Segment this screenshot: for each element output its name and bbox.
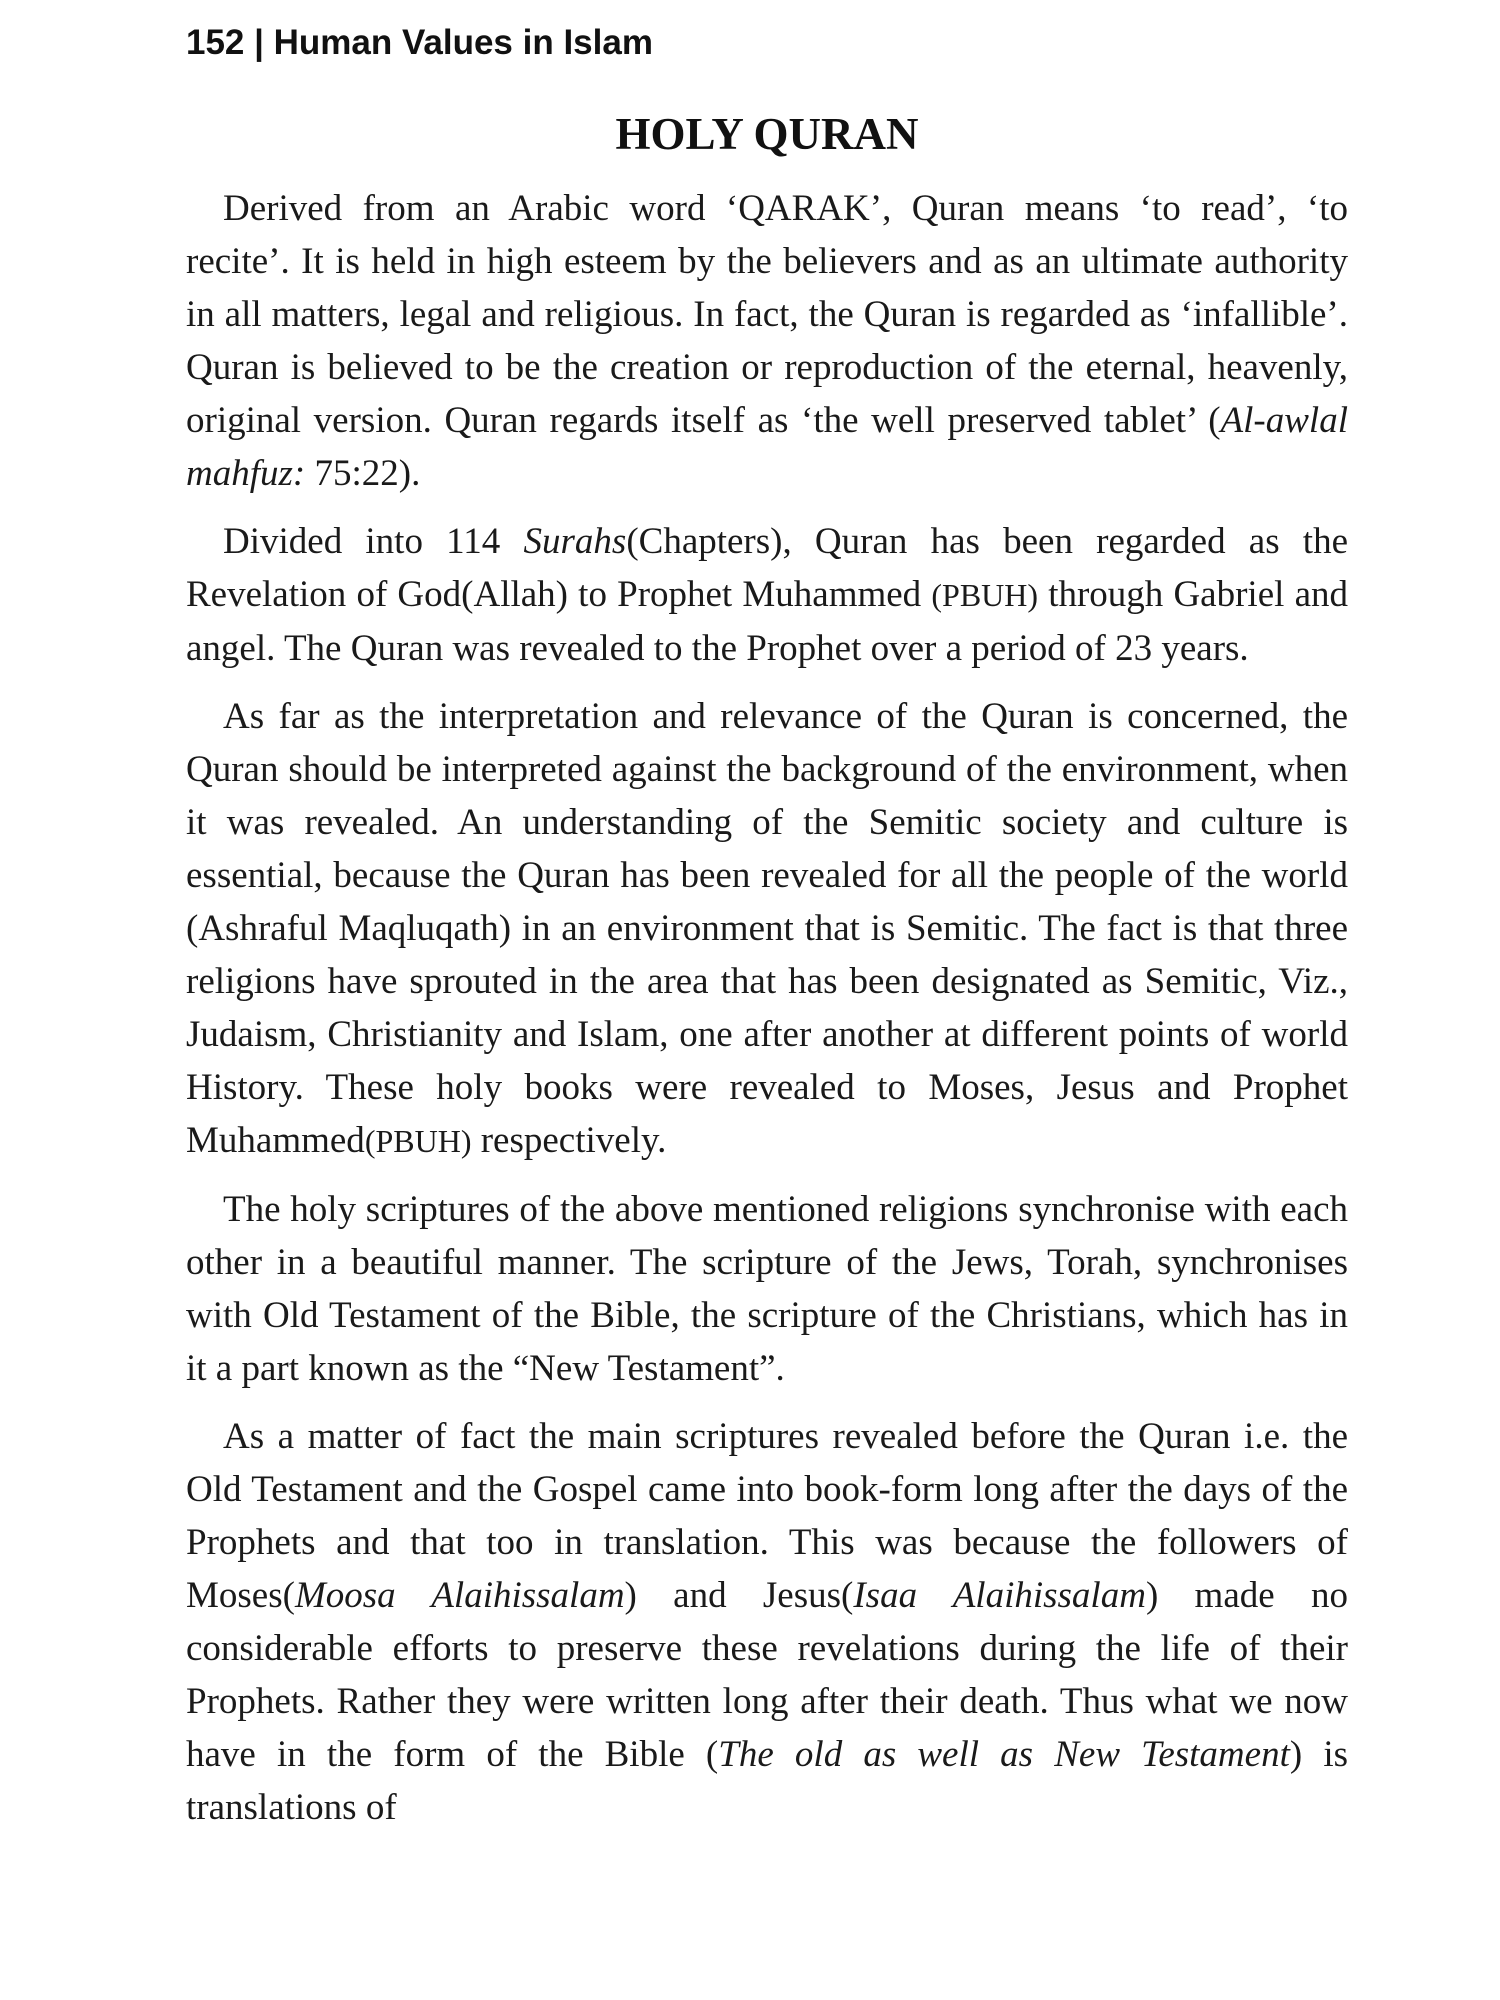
p3-pbuh: (PBUH) <box>364 1123 472 1159</box>
p5-text-b: ) and Jesus( <box>624 1575 854 1616</box>
p2-text-c: through Gabriel and angel. The Quran was revealed to the Prophet over a period of 23 years. <box>186 574 1348 669</box>
paragraph-3 <box>186 690 1348 1168</box>
p3-text-b: respectively. <box>471 1120 667 1161</box>
p5-text-d: ) is translations of <box>186 1734 1349 1828</box>
p1-citation-italic: Al-awlal mahfuz: <box>186 400 1348 494</box>
running-head: 152 | Human Values in Islam <box>186 23 653 62</box>
body-text <box>186 182 1348 1849</box>
p5-moosa-italic: Moosa Alaihissalam <box>294 1575 625 1616</box>
paragraph-5 <box>186 1410 1348 1834</box>
p5-text-c: ) made no considerable efforts to preserve these revelations during the life of their Prophets. Rather they were written long after their death. Thus what we now have in the form of the Bible ( <box>186 1575 1348 1775</box>
p4-text-a: The holy scriptures of the above mentioned religions synchronise with each other in a beautiful manner. The scripture of the Jews, Torah, synchronises with Old Testament of the Bible, the scripture of the Christians, which has in it a part known as the “New Testament”. <box>186 1189 1348 1389</box>
p2-text-b: (Chapters), Quran has been regarded as the Revelation of God(Allah) to Prophet Muhammed <box>186 521 1348 615</box>
p5-isaa-italic: Isaa Alaihissalam <box>853 1575 1146 1616</box>
p3-text-a: As far as the interpretation and relevance of the Quran is concerned, the Quran should be interpreted against the background of the environment, when it was revealed. An understanding of the Semitic society and culture is essential, because the Quran has been revealed for all the people of the world (Ashraful Maqluqath) in an environment that is Semitic. The fact is that three religions have sprouted in the area that has been designated as Semitic, Viz., Judaism, Christianity and Islam, one after another at different points of world History. These holy books were revealed to Moses, Jesus and Prophet Muhammed <box>186 696 1348 1161</box>
section-title: HOLY QURAN <box>615 109 919 159</box>
p2-surahs-italic: Surahs <box>523 521 627 562</box>
paragraph-1 <box>186 182 1348 500</box>
p1-text-a: Derived from an Arabic word ‘QARAK’, Quran means ‘to read’, ‘to recite’. It is held in high esteem by the believers and as an ultimate authority in all matters, legal and religious. In fact, the Quran is regarded as ‘infallible’. Quran is believed to be the creation or reproduction of the eternal, heavenly, original version. Quran regards itself as ‘the well preserved tablet’ ( <box>186 188 1348 441</box>
p2-text-a: Divided into 114 <box>223 521 524 562</box>
p1-text-b: 75:22). <box>305 453 421 494</box>
paragraph-2 <box>186 515 1348 675</box>
p5-text-a: As a matter of fact the main scriptures revealed before the Quran i.e. the Old Testament and the Gospel came into book-form long after the days of the Prophets and that too in translation. This was because the followers of Moses( <box>186 1416 1348 1616</box>
paragraph-4 <box>186 1183 1348 1395</box>
p5-testament-italic: The old as well as New Testament <box>718 1734 1290 1775</box>
p2-pbuh: (PBUH) <box>931 577 1039 613</box>
